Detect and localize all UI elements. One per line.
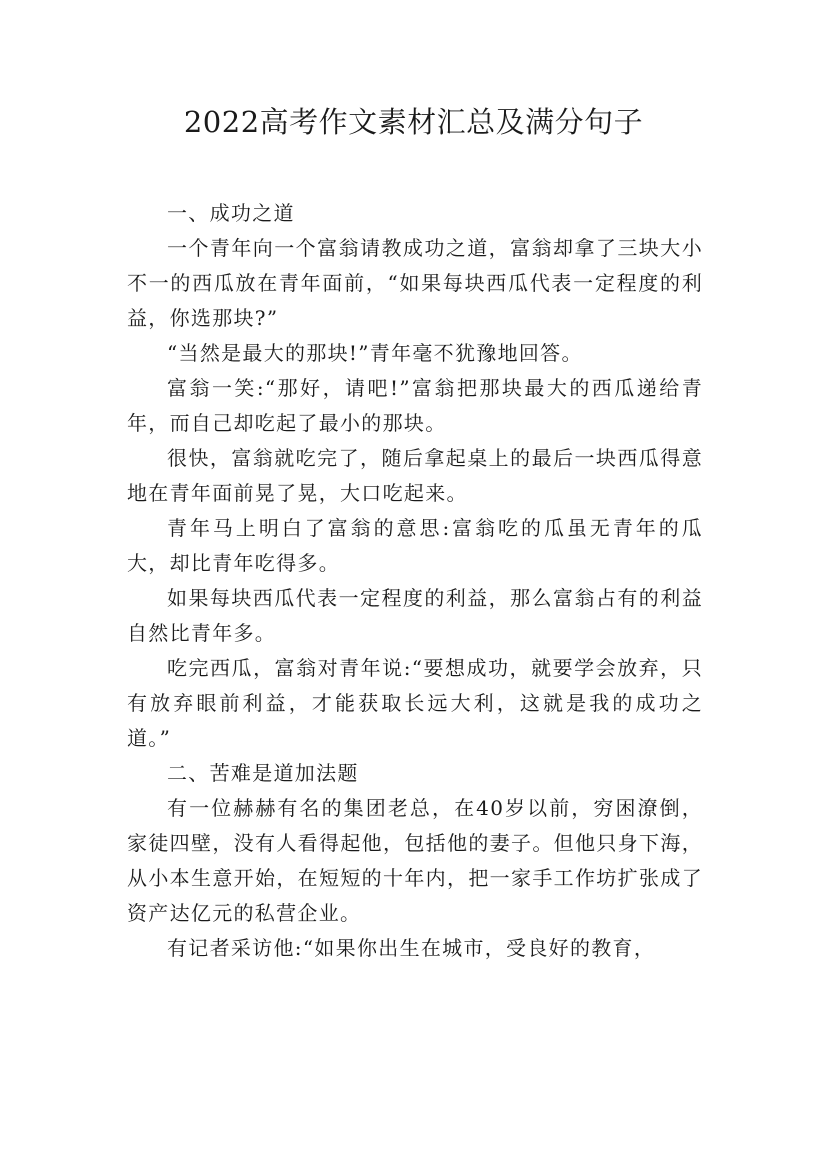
paragraph: “当然是最大的那块!”青年毫不犹豫地回答。 xyxy=(167,341,583,365)
paragraph: 有一位赫赫有名的集团老总，在40岁以前，穷困潦倒，家徒四壁，没有人看得起他，包括他的妻子。但他只身下海，从小本生意开始，在短短的十年内，把一家手工作坊扩张成了资产达亿元的私营企业。 xyxy=(127,796,703,925)
paragraph: 一个青年向一个富翁请教成功之道，富翁却拿了三块大小不一的西瓜放在青年面前，“如果每块西瓜代表一定程度的利益，你选那块?” xyxy=(127,236,703,330)
paragraph: 有记者采访他:“如果你出生在城市，受良好的教育， xyxy=(167,936,656,960)
document-title: 2022高考作文素材汇总及满分句子 xyxy=(183,105,644,139)
section-heading-success: 一、成功之道 xyxy=(167,201,295,225)
paragraph: 富翁一笑:“那好，请吧!”富翁把那块最大的西瓜递给青年，而自己却吃起了最小的那块。 xyxy=(127,376,703,435)
section-heading-hardship: 二、苦难是道加法题 xyxy=(167,761,359,785)
paragraph: 很快，富翁就吃完了，随后拿起桌上的最后一块西瓜得意地在青年面前晃了晃，大口吃起来。 xyxy=(127,446,703,505)
document-body xyxy=(127,196,703,966)
paragraph: 如果每块西瓜代表一定程度的利益，那么富翁占有的利益自然比青年多。 xyxy=(127,586,703,645)
paragraph: 吃完西瓜，富翁对青年说:“要想成功，就要学会放弃，只有放弃眼前利益，才能获取长远大利，这就是我的成功之道。” xyxy=(127,656,703,750)
paragraph: 青年马上明白了富翁的意思:富翁吃的瓜虽无青年的瓜大，却比青年吃得多。 xyxy=(127,516,703,575)
